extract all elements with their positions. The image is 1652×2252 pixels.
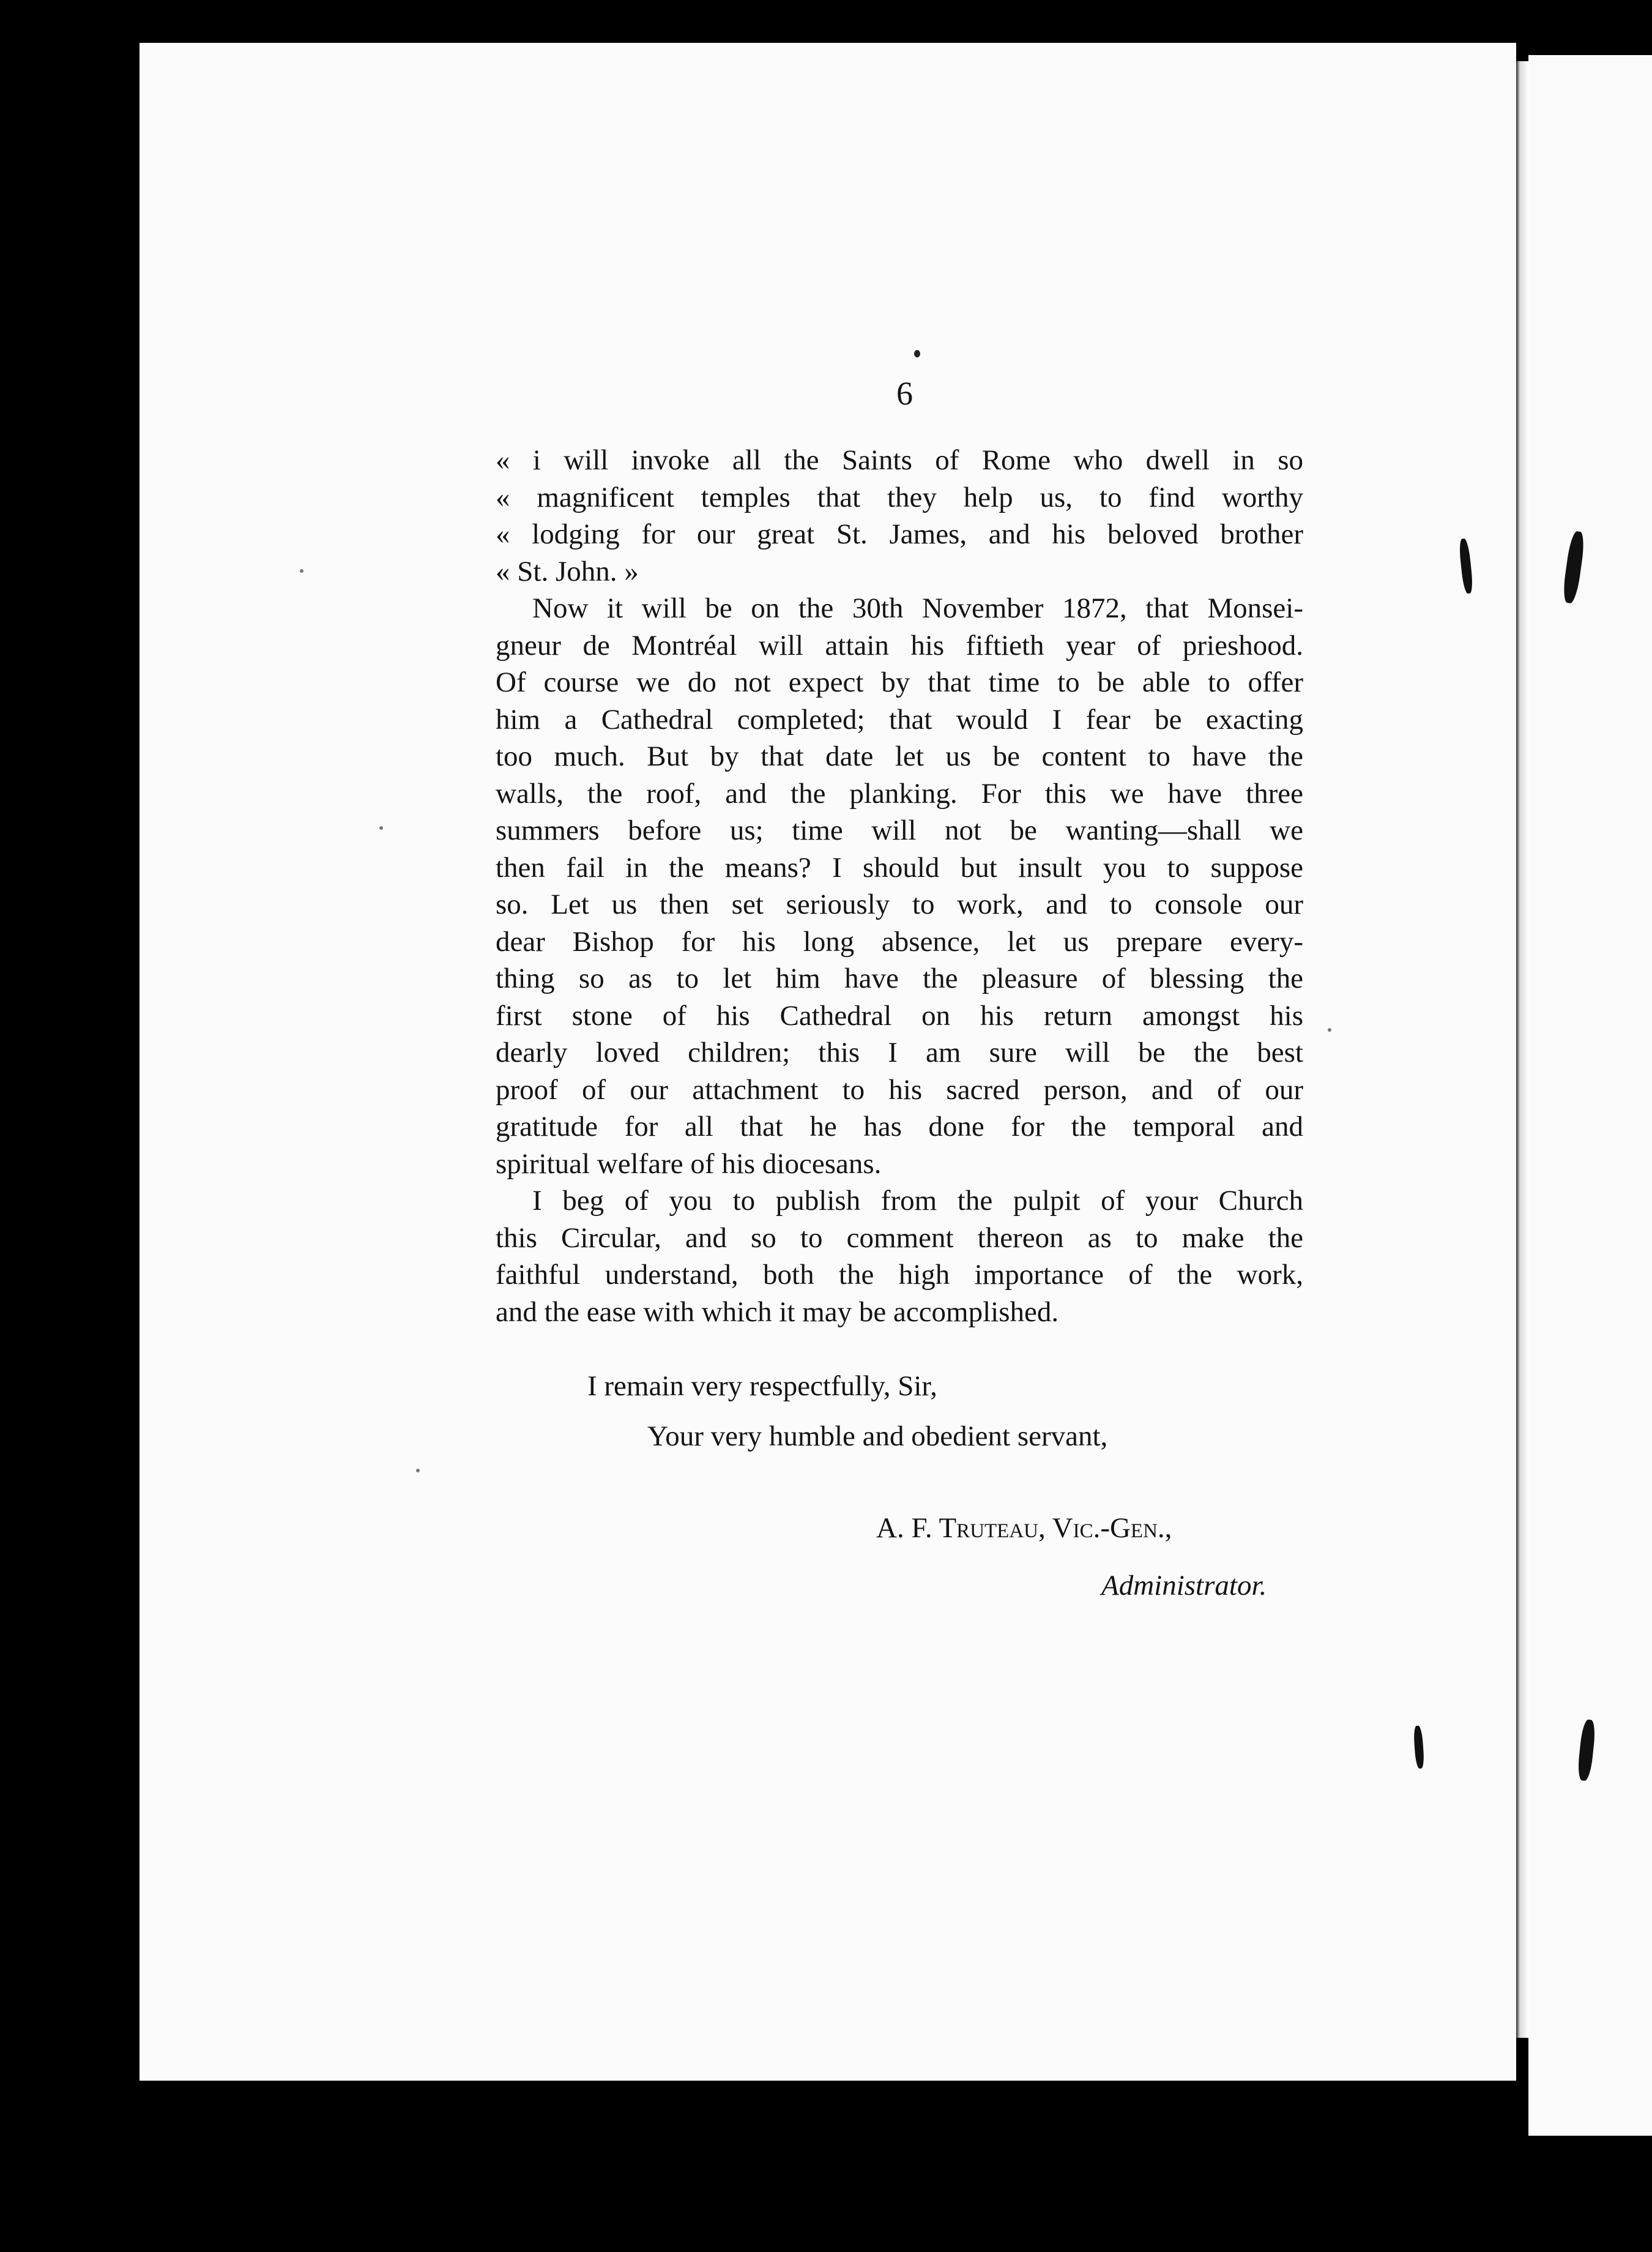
text-line: too much. But by that date let us be content to have the bbox=[496, 740, 1303, 772]
text-line: this Circular, and so to comment thereon as to make the bbox=[496, 1221, 1303, 1254]
text-line: first stone of his Cathedral on his return amongst his bbox=[496, 999, 1303, 1032]
text-line: I beg of you to publish from the pulpit of your Church bbox=[532, 1185, 1303, 1217]
text-line: then fail in the means? I should but insult you to suppose bbox=[496, 851, 1303, 884]
text-line: spiritual welfare of his diocesans. bbox=[496, 1147, 882, 1180]
text-line: and the ease with which it may be accomplished. bbox=[496, 1296, 1059, 1328]
text-line: proof of our attachment to his sacred person, and of our bbox=[496, 1073, 1303, 1106]
page-dot bbox=[914, 350, 920, 357]
text-line: walls, the roof, and the planking. For this we have three bbox=[496, 777, 1303, 810]
text-line: him a Cathedral completed; that would I fear be exacting bbox=[496, 703, 1303, 736]
text-line: « St. John. » bbox=[496, 555, 639, 587]
text-line: dearly loved children; this I am sure will be the best bbox=[496, 1037, 1303, 1068]
adjacent-page bbox=[1528, 55, 1652, 2136]
text-line: so. Let us then set seriously to work, and to console our bbox=[496, 889, 1303, 920]
text-line: Now it will be on the 30th November 1872, that Monsei- bbox=[532, 592, 1303, 624]
text-line: summers before us; time will not be wanting—shall we bbox=[496, 815, 1303, 846]
paragraph-main bbox=[496, 590, 1303, 1182]
signature: A. F. Truteau, Vic.-Gen., bbox=[876, 1512, 1172, 1544]
paragraph-request bbox=[496, 1182, 1303, 1330]
letter-body bbox=[496, 442, 1303, 1330]
page-number: 6 bbox=[896, 375, 913, 412]
closing-remain: I remain very respectfully, Sir, bbox=[587, 1370, 937, 1402]
page-edge bbox=[1516, 61, 1528, 2038]
signature-title: Administrator. bbox=[1101, 1570, 1267, 1601]
text-line: gneur de Montréal will attain his fiftieth year of prieshood. bbox=[496, 629, 1303, 662]
text-line: dear Bishop for his long absence, let us prepare every- bbox=[496, 925, 1303, 958]
text-line: Of course we do not expect by that time to be able to offer bbox=[496, 666, 1303, 698]
text-line: thing so as to let him have the pleasure of blessing the bbox=[496, 963, 1303, 994]
text-line: faithful understand, both the high importance of the work, bbox=[496, 1259, 1303, 1291]
paragraph-quote bbox=[496, 442, 1303, 590]
text-line: gratitude for all that he has done for the temporal and bbox=[496, 1111, 1303, 1143]
text-line: « magnificent temples that they help us, to find worthy bbox=[496, 481, 1303, 513]
closing-servant: Your very humble and obedient servant, bbox=[647, 1420, 1108, 1452]
text-line: « i will invoke all the Saints of Rome who dwell in so bbox=[496, 444, 1303, 476]
paper-speck bbox=[416, 1469, 420, 1472]
paper-speck bbox=[300, 569, 303, 573]
paper-speck bbox=[379, 826, 383, 830]
paper-speck bbox=[1328, 1028, 1331, 1032]
text-line: « lodging for our great St. James, and his beloved brother bbox=[496, 518, 1303, 550]
